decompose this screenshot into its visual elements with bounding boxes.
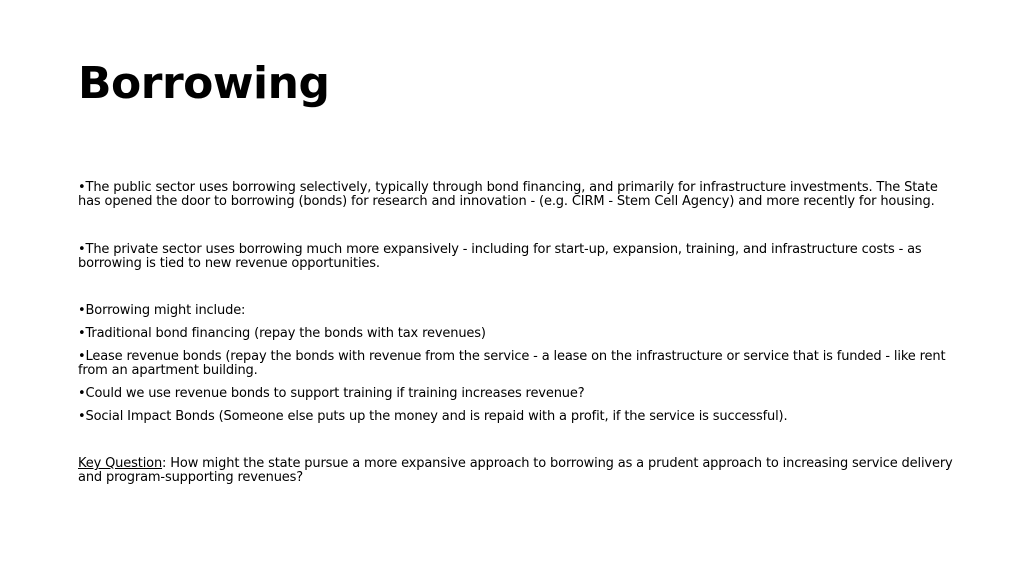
- key-question-text: : How might the state pursue a more expansive approach to borrowing as a prudent approach to increasing service delivery and program-supporting revenues?: [78, 456, 953, 485]
- key-question-label: Key Question: [78, 456, 163, 471]
- spacer: [78, 424, 958, 457]
- slide-body: [78, 181, 958, 485]
- key-question: [78, 457, 958, 485]
- paragraph-text: Lease revenue bonds (repay the bonds with revenue from the service - a lease on the infrastructure or service that is funded - like rent from an apartment building.: [78, 349, 946, 378]
- paragraph-text: Borrowing might include:: [85, 303, 246, 318]
- bullet-paragraph: [78, 327, 958, 341]
- spacer: [78, 209, 958, 243]
- bullet-char: •: [78, 409, 86, 424]
- bullet-paragraph: [78, 387, 958, 401]
- paragraph-text: The public sector uses borrowing selectively, typically through bond financing, and primarily for infrastructure investments. The State has opened the door to borrowing (bonds) for research and innovation - (e.g. CIRM - Stem Cell Agency) and more recently for housing.: [78, 180, 938, 209]
- bullet-char: •: [78, 303, 86, 318]
- spacer: [78, 271, 958, 304]
- bullet-char: •: [78, 180, 86, 195]
- bullet-paragraph: [78, 410, 958, 424]
- bullet-char: •: [78, 349, 86, 364]
- slide-title: Borrowing: [78, 58, 330, 109]
- bullet-paragraph: [78, 243, 958, 271]
- bullet-char: •: [78, 386, 86, 401]
- bullet-char: •: [78, 326, 86, 341]
- paragraph-text: Traditional bond financing (repay the bonds with tax revenues): [85, 326, 486, 341]
- bullet-paragraph: [78, 304, 958, 318]
- paragraph-text: Could we use revenue bonds to support training if training increases revenue?: [85, 386, 585, 401]
- bullet-paragraph: [78, 350, 958, 378]
- bullet-char: •: [78, 242, 86, 257]
- bullet-paragraph: [78, 181, 958, 209]
- paragraph-text: The private sector uses borrowing much more expansively - including for start-up, expansion, training, and infrastructure costs - as borrowing is tied to new revenue opportunities.: [78, 242, 922, 271]
- paragraph-text: Social Impact Bonds (Someone else puts up the money and is repaid with a profit, if the service is successful).: [85, 409, 788, 424]
